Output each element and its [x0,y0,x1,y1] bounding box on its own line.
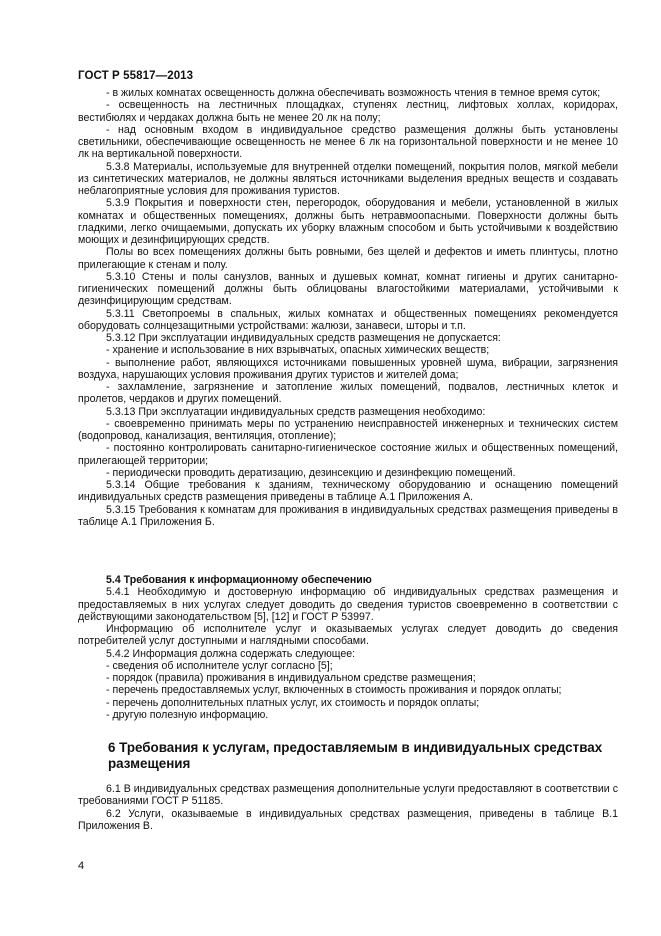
paragraph: Информацию об исполнителе услуг и оказываемых услугах следует доводить до сведения потребителей услуг доступными и наглядными способами. [78,623,618,648]
paragraph: - перечень предоставляемых услуг, включенных в стоимость проживания и порядок оплаты; [106,684,562,697]
paragraph: 5.4.2 Информация должна содержать следующее: [106,647,356,660]
section-5-4 [78,574,618,721]
paragraph: - постоянно контролировать санитарно-гигиеническое состояние жилых и общественных помещений, прилегающей территории; [78,442,618,467]
section-5-3-body [78,87,618,528]
paragraph: - выполнение работ, являющихся источниками повышенных уровней шума, вибрации, загрязнения воздуха, нарушающих условия проживания других туристов и жителей дома; [78,356,618,381]
paragraph: 5.4.1 Необходимую и достоверную информацию об индивидуальных средствах размещения и предоставляемых в них услугах следует доводить до сведения туристов своевременно в соответствии с действующими законодательством [5], [12] и ГОСТ Р 53997. [78,586,618,623]
paragraph: 5.3.14 Общие требования к зданиям, техническому оборудованию и оснащению помещений индивидуальных средств размещения приведены в таблице А.1 Приложения А. [78,479,618,504]
paragraph: - хранение и использование в них взрывчатых, опасных химических веществ; [106,344,490,357]
paragraph: 5.3.12 При эксплуатации индивидуальных средств размещения не допускается: [106,332,501,344]
paragraph: 5.3.9 Покрытия и поверхности стен, перегородок, оборудования и мебели, установленной в жилых комнатах и общественных помещениях, должны быть нетравмоопасными. Поверхности должны быть гладкими, легко очищаемыми, допускать их уборку влажным способом и быть устойчивыми к воздействию моющих и дезинфицирующих средств. [78,197,618,246]
paragraph: - сведения об исполнителе услуг согласно [5]; [106,659,333,672]
paragraph: 5.3.13 При эксплуатации индивидуальных средств размещения необходимо: [106,405,486,418]
paragraph: Полы во всех помещениях должны быть ровными, без щелей и дефектов и иметь плинтусы, плотно прилегающие к стенам и полу. [78,246,618,271]
paragraph: - освещенность на лестничных площадках, ступенях лестниц, лифтовых холлах, коридорах, вестибюлях и чердаках должна быть не менее 20 лк на полу; [78,99,618,124]
paragraph: - захламление, загрязнение и затопление жилых помещений, подвалов, лестничных клеток и пролетов, чердаков и других помещений. [78,381,618,406]
section-6-heading: 6 Требования к услугам, предоставляемым в индивидуальных средствах размещения [108,740,603,771]
paragraph: 5.3.8 Материалы, используемые для внутренней отделки помещений, покрытия полов, мягкой мебели из синтетических материалов, не должны являться источниками выделения вредных веществ и создавать неблагоприятные условия для проживания туристов. [78,160,618,197]
paragraph: 5.3.10 Стены и полы санузлов, ванных и душевых комнат, комнат гигиены и других санитарно-гигиенических помещений должны быть облицованы влагостойкими материалами, устойчивыми к дезинфицирующим средствам. [78,270,618,308]
paragraph: - перечень дополнительных платных услуг, их стоимость и порядок оплаты; [106,696,480,709]
paragraph: 6.1 В индивидуальных средствах размещения дополнительные услуги предоставляют в соответствии с требованиями ГОСТ Р 51185. [78,783,618,808]
paragraph: - своевременно принимать меры по устранению неисправностей инженерных и технических систем (водопровод, канализация, вентиляция, отопление); [78,417,618,442]
paragraph: - периодически проводить дератизацию, дезинсекцию и дезинфекцию помещений. [106,466,516,479]
paragraph: 5.3.11 Светопроемы в спальных, жилых комнатах и общественных помещениях рекомендуется оборудовать солнцезащитными устройствами: жалюзи, занавеси, шторы и т.п. [78,307,618,332]
paragraph: - другую полезную информацию. [106,708,269,721]
paragraph: - над основным входом в индивидуальное средство размещения должны быть установлены светильники, обеспечивающие освещенность не менее 6 лк на горизонтальной поверхности и не менее 10 лк на вертикальной поверхности. [78,123,618,161]
document-header: ГОСТ Р 55817—2013 [78,70,194,82]
section-6-body [78,783,618,832]
paragraph: - в жилых комнатах освещенность должна обеспечивать возможность чтения в темное время суток; [106,87,601,99]
page-number: 4 [78,860,85,872]
paragraph: 5.3.15 Требования к комнатам для проживания в индивидуальных средствах размещения приведены в таблице А.1 Приложения Б. [78,503,618,528]
paragraph: - порядок (правила) проживания в индивидуальном средстве размещения; [106,672,476,684]
paragraph: 6.2 Услуги, оказываемые в индивидуальных средствах размещения, приведены в таблице В.1 Приложения В. [78,807,618,832]
section-heading: 5.4 Требования к информационному обеспечению [106,574,372,586]
